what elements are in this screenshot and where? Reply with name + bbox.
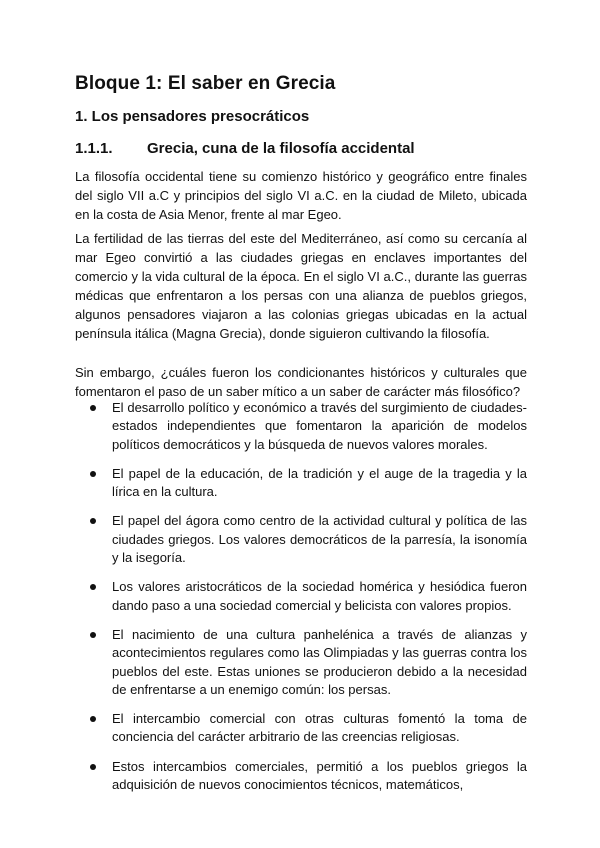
bullet-item: [75, 758, 527, 795]
bullet-item: [75, 578, 527, 615]
paragraph: Sin embargo, ¿cuáles fueron los condicionantes históricos y culturales que fomentaron el paso de un saber mítico a un saber de carácter más filosófico?: [75, 365, 527, 399]
bullet-item: [75, 626, 527, 699]
bullet-item: [75, 399, 527, 454]
bullet-item: [75, 465, 527, 502]
bullet-text: El desarrollo político y económico a través del surgimiento de ciudades-estados independientes que fomentaron la aparición de modelos políticos democráticos y la búsqueda de nuevos valores morales.: [112, 400, 527, 452]
section-heading: 1. Los pensadores presocráticos: [75, 108, 310, 125]
bullet-icon: [90, 632, 96, 638]
subsection-number: 1.1.1.: [75, 140, 113, 157]
bullet-text: Estos intercambios comerciales, permitió a los pueblos griegos la adquisición de nuevos conocimientos técnicos, matemáticos,: [112, 758, 527, 793]
subsection-heading: [75, 140, 415, 157]
bullet-text: El intercambio comercial con otras culturas fomentó la toma de conciencia del carácter arbitrario de las creencias religiosas.: [112, 711, 527, 745]
bullet-list: [75, 399, 527, 805]
bullet-icon: [90, 471, 96, 477]
bullet-text: Los valores aristocráticos de la sociedad homérica y hesiódica fueron dando paso a una sociedad comercial y belicista con valores propios.: [112, 579, 527, 613]
bullet-text: El papel de la educación, de la tradición y el auge de la tragedia y la lírica en la cultura.: [112, 465, 527, 500]
bullet-text: El papel del ágora como centro de la actividad cultural y política de las ciudades griegos. Los valores democráticos de la parresía, la isonomía y la isegoría.: [112, 513, 527, 566]
paragraph: La fertilidad de las tierras del este del Mediterráneo, así como su cercanía al mar Egeo convirtió a las ciudades griegas en enclaves importantes del comercio y la vida cultural de la época. En el siglo VI a.C., durante las guerras médicas que enfrentaron a los persas con una alianza de pueblos griegos, algunos pensadores viajaron a las colonias griegas ubicadas en la actual península itálica (Magna Grecia), donde siguieron cultivando la filosofía.: [75, 231, 527, 341]
document-title: Bloque 1: El saber en Grecia: [75, 73, 336, 94]
bullet-icon: [90, 584, 96, 590]
bullet-text: El nacimiento de una cultura panhelénica a través de alianzas y acontecimientos regulares como las Olimpiadas y las guerras contra los pueblos del este. Estas uniones se producieron debido a la necesidad de enfrentarse a un enemigo común: los persas.: [112, 626, 527, 697]
bullet-icon: [90, 518, 96, 524]
bullet-icon: [90, 764, 96, 770]
bullet-item: [75, 512, 527, 567]
bullet-icon: [90, 716, 96, 722]
subsection-title: Grecia, cuna de la filosofía accidental: [147, 140, 415, 157]
bullet-icon: [90, 405, 96, 411]
paragraph: La filosofía occidental tiene su comienzo histórico y geográfico entre finales del siglo VII a.C y principios del siglo VI a.C. en la ciudad de Mileto, ubicada en la costa de Asia Menor, frente al mar Egeo.: [75, 169, 527, 222]
bullet-item: [75, 710, 527, 747]
